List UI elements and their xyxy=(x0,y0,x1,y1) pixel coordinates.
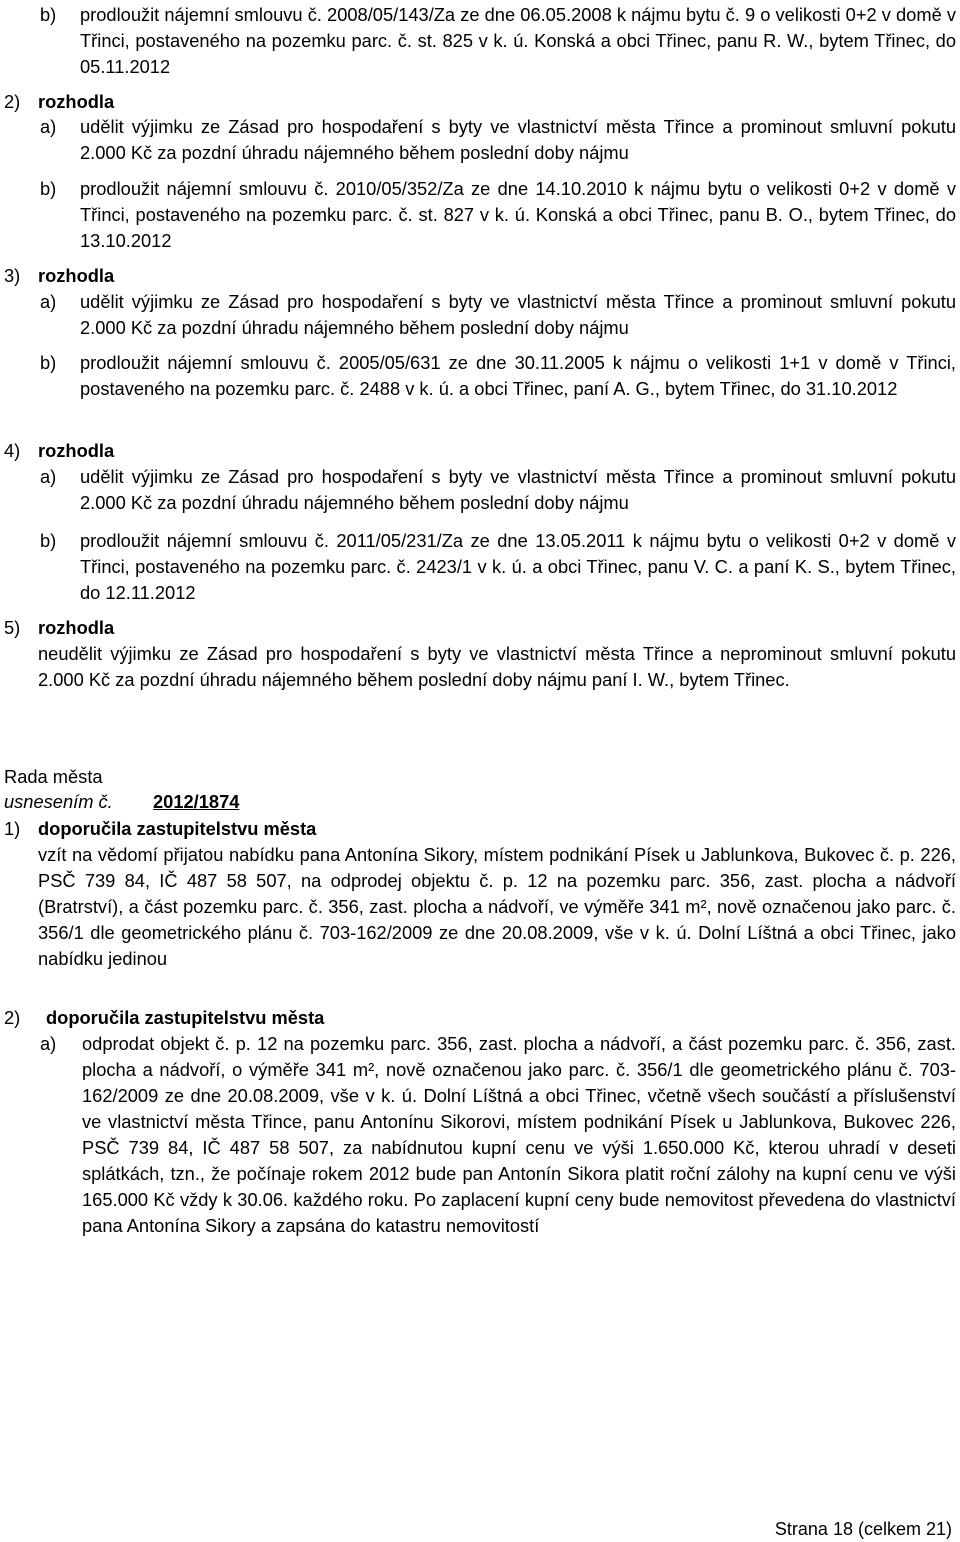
item-heading: rozhodla xyxy=(38,617,115,638)
item-label: b) xyxy=(40,352,57,373)
item-label: b) xyxy=(40,4,57,25)
item-label: a) xyxy=(40,291,57,312)
item-label: b) xyxy=(40,178,57,199)
item-text: udělit výjimku ze Zásad pro hospodaření s byty ve vlastnictví města Třince a prominout smluvní pokutu 2.000 Kč za pozdní úhradu nájemného během poslední doby nájmu xyxy=(80,291,956,338)
item-number: 2) xyxy=(4,91,21,112)
item-number: 3) xyxy=(4,265,21,286)
item-text: neudělit výjimku ze Zásad pro hospodaření s byty ve vlastnictví města Třince a neprominout smluvní pokutu 2.000 Kč za pozdní úhradu nájemného během poslední doby nájmu paní I. W., bytem Třinec. xyxy=(38,643,956,690)
item-text: udělit výjimku ze Zásad pro hospodaření s byty ve vlastnictví města Třince a prominout smluvní pokutu 2.000 Kč za pozdní úhradu nájemného během poslední doby nájmu xyxy=(80,116,956,163)
item-text: odprodat objekt č. p. 12 na pozemku parc. 356, zast. plocha a nádvoří, a část pozemku parc. č. 356, zast. plocha a nádvoří, o výměře 341 m², nově označenou jako parc. č. 356/1 dle geometrického plánu č. 703-162/2009 ze dne 20.08.2009, vše v k. ú. Dolní Líštná a obci Třinec, včetně všech součástí a příslušenství ve vlastnictví města Třince, panu Antonínu Sikorovi, místem podnikání Písek u Jablunkova, Bukovec 226, PSČ 739 84, IČ 487 58 507, za nabídnutou kupní cenu ve výši 1.650.000 Kč, kterou uhradí v deseti splátkách, tzn., že počínaje rokem 2012 bude pan Antonín Sikora platit roční zálohy na kupní cenu ve výši 165.000 Kč vždy k 30.06. každého roku. Po zaplacení kupní ceny bude nemovitost převedena do vlastnictví pana Antonína Sikory a zapsána do katastru nemovitostí xyxy=(82,1033,956,1236)
item-label: a) xyxy=(40,466,57,487)
item-heading: rozhodla xyxy=(38,91,115,112)
item-number: 2) xyxy=(4,1007,21,1028)
item-label: a) xyxy=(40,1033,57,1054)
item-text: prodloužit nájemní smlouvu č. 2005/05/631 ze dne 30.11.2005 k nájmu o velikosti 1+1 v domě v Třinci, postaveného na pozemku parc. č. 2488 v k. ú. a obci Třinec, paní A. G., bytem Třinec, do 31.10.2012 xyxy=(80,352,956,399)
item-text: prodloužit nájemní smlouvu č. 2008/05/143/Za ze dne 06.05.2008 k nájmu bytu č. 9 o velikosti 0+2 v domě v Třinci, postaveného na pozemku parc. č. st. 825 v k. ú. Konská a obci Třinec, panu R. W., bytem Třinec, do 05.11.2012 xyxy=(80,4,956,77)
item-number: 4) xyxy=(4,440,21,461)
item-label: a) xyxy=(40,116,57,137)
item-text: prodloužit nájemní smlouvu č. 2010/05/352/Za ze dne 14.10.2010 k nájmu bytu o velikosti 0+2 v domě v Třinci, postaveného na pozemku parc. č. st. 827 v k. ú. Konská a obci Třinec, panu B. O., bytem Třinec, do 13.10.2012 xyxy=(80,178,956,251)
item-text: vzít na vědomí přijatou nabídku pana Antonína Sikory, místem podnikání Písek u Jablunkova, Bukovec č. p. 226, PSČ 739 84, IČ 487 58 507, na odprodej objektu č. p. 12 na pozemku parc. 356, zast. plocha a nádvoří (Bratrství), a část pozemku parc. č. 356, zast. plocha a nádvoří, ve výměře 341 m², nově označenou jako parc. č. 356/1 dle geometrického plánu č. 703-162/2009 ze dne 20.08.2009, vše v k. ú. Dolní Líštná a obci Třinec, jako nabídku jedinou xyxy=(38,844,956,969)
item-number: 1) xyxy=(4,818,21,839)
item-label: b) xyxy=(40,530,57,551)
resolution-number: 2012/1874 xyxy=(153,791,240,812)
item-heading: rozhodla xyxy=(38,265,115,286)
page-footer: Strana 18 (celkem 21) xyxy=(774,1519,952,1539)
item-text: prodloužit nájemní smlouvu č. 2011/05/231/Za ze dne 13.05.2011 k nájmu bytu o velikosti 0+2 v domě v Třinci, postaveného na pozemku parc. č. 2423/1 v k. ú. a obci Třinec, panu V. C. a paní K. S., bytem Třinec, do 12.11.2012 xyxy=(80,530,956,603)
item-heading: doporučila zastupitelstvu města xyxy=(38,818,317,839)
item-text: udělit výjimku ze Zásad pro hospodaření s byty ve vlastnictví města Třince a prominout smluvní pokutu 2.000 Kč za pozdní úhradu nájemného během poslední doby nájmu xyxy=(80,466,956,513)
resolution-label: usnesením č. xyxy=(4,791,113,812)
item-number: 5) xyxy=(4,617,21,638)
council-label: Rada města xyxy=(4,766,103,787)
item-heading: rozhodla xyxy=(38,440,115,461)
item-heading: doporučila zastupitelstvu města xyxy=(46,1007,325,1028)
